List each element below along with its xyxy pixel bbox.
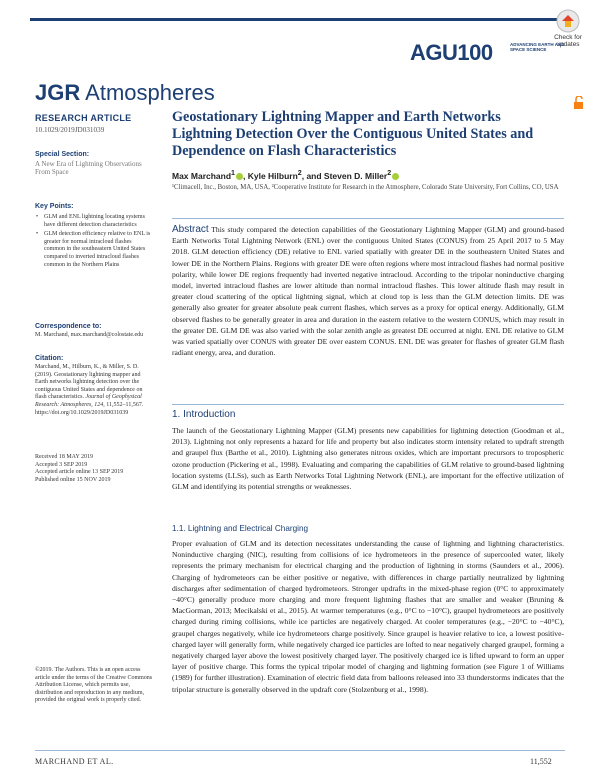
abstract-text: This study compared the detection capabilities of the Geostationary Lightning Mapper (GLM) and ground-based Earth Networks Total Lightning Network (ENL) over the contiguous United States (CONUS) from 25 April 2017 to 5 May 2018. GLM detection efficiency (DE) relative to ENL varied spatially with greater DE in the southeastern United States and lower DE in the Northern Plains. Regions with greater DE were often regions where most intracloud flashes had normal positive polarity, while lower DE regions frequently had inverted negative intracloud. According to the tripolar noninductive charging model, inverted intracloud flashes are lower altitude than normal intracloud flashes. This lower altitude flash may result in greater cloud scattering of the optical lightning signal, which at cloud top is less than the GLM detection limits. DE was generally also greater for greater absolute peak current flashes, which serves as a proxy for optical energy. Additionally, GLM observed flashes to be generally greater in area and duration in the eastern relative to the western CONUS, which may result in the greater DE. GLM DE was also varied with the solar zenith angle as greatest DE occurred at night. ENL DE relative to GLM was varied spatially over CONUS with greater DE over eastern CONUS. ENL DE was greater for flashes of greater GLM flash radiant energy, area, and duration. [172,225,564,358]
footer-rule [35,750,565,751]
agu-logo-text: AGU100 [410,40,493,65]
article-type: RESEARCH ARTICLE [35,113,132,123]
citation-body: Marchand, M., Hilburn, K., & Miller, S. D. (2019). Geostationary lightning mapper and Earth networks lightning detection over the contiguous United States and dependence on flash characteristics. [35,364,143,401]
footer-page-number: 11,552 [530,757,552,766]
citation-tail[interactable]: 11,552–11,567. https://doi.org/10.1029/2019JD031039 [35,401,144,416]
date-line: Accepted 3 SEP 2019 [35,461,88,468]
section-divider [172,404,564,405]
journal-title [35,80,215,106]
citation-journal: Journal of Geophysical Research: Atmospheres, 124, [35,394,142,408]
agu-logo[interactable] [410,40,565,65]
orcid-icon[interactable] [236,173,243,180]
correspondence-text[interactable]: M. Marchand, max.marchand@colostate.edu [35,332,144,338]
abstract [172,224,564,358]
author-name[interactable]: Max Marchand [172,170,232,181]
article-doi[interactable]: 10.1029/2019JD031039 [35,126,105,134]
citation-label: Citation: [35,355,64,362]
key-point: • GLM detection efficiency relative to ENL is greater for normal intracloud flashes common in the southeastern United States compared to inverted intracloud flashes common in the Northern Plains [35,231,153,269]
key-point: • GLM and ENL lightning locating systems have different detection characteristics [35,214,153,229]
license-text: ©2019. The Authors. This is an open access article under the terms of the Creative Commons Attribution License, which permits use, distribution and reproduction in any medium, provided the original work is properly cited. [35,667,153,704]
section-heading: 1. Introduction [172,409,236,420]
section-paragraph: The launch of the Geostationary Lightning Mapper (GLM) presents new capabilities for lightning detection (Goodman et al., 2013). Lightning not only represents a hazard for life and property but also indicates storm intensity related to updraft strength and graupel flux (Barthe et al., 2010). Lightning also generates nitrous oxides, which are important precursors to tropospheric ozone production (Pickering et al., 1998). Evaluating and comparing the capabilities of GLM relative to ground-based lightning location systems (LLSs), such as Earth Networks Total Lightning Network (ENL), are important for the effective utilization of GLM and identifying its potential strengths or weaknesses. [172,426,564,492]
special-section-label: Special Section: [35,151,90,158]
correspondence-label: Correspondence to: [35,323,102,330]
key-points-label: Key Points: [35,203,74,210]
date-line: Accepted article online 13 SEP 2019 [35,469,124,476]
subsection-paragraph: Proper evaluation of GLM and its detection necessitates understanding the cause of lightning and lightning characteristics. Noninductive charging (NIC), resulting from collisions of ice hydrometeors in the presence of supercooled water, likely represents the primary mechanism for electrical charging and the production of lightning in storms (Saunders et al., 2006). Charging of hydrometeors can be either positive or negative, with differences in charge partially neutralized by lightning discharges after sedimentation of charged hydrometeors. Stronger updrafts in the mixed-phase region (0°C to approximately −40°C) generally produce more charging and more frequent lightning flashes that are smaller and weaker (Bruning & MacGorman, 2013; Mecikalski et al., 2015). At warmer temperatures (e.g., 0°C to −10°C), graupel hydrometeors are positively charged during riming collisions, while ice particles are negatively charged. At cooler temperatures (e.g., −20°C to −40°C), graupel charges negatively, while ice hydrometeors charge positively. Since graupel is heavier relative to ice, a lowest positive-charged layer will generally form, while negatively charged ice particles are lofted to near negatively charged graupel, forming a negatively charged layer above the lowest positively charged layer. The positively charged ice is lifted upward to form an upper layer of positive charge. This forms the typical tripolar model of charging and lightning formation (see Figure 1 of Williams (1989) for further illustration). Examination of electric field data from balloons released into 33 thunderstorms indicates that the tripolar structure is generally observed in the updraft core (Stolzenburg et al., 1998). [172,539,564,694]
header-rule [30,18,570,21]
key-points-list [35,214,153,271]
journal-name: Atmospheres [85,80,215,105]
abstract-label: Abstract [172,224,209,235]
subsection-heading: 1.1. Lightning and Electrical Charging [172,524,309,533]
open-access-icon [573,96,587,110]
footer-authors: MARCHAND ET AL. [35,757,114,766]
author-name[interactable]: Kyle Hilburn [247,170,298,181]
author-affil-sup: 2 [387,169,392,177]
orcid-icon[interactable] [392,173,399,180]
publication-dates [35,454,153,484]
special-section-link[interactable]: A New Era of Lightning Observations From Space [35,160,142,177]
check-updates-icon [548,8,588,34]
author-list: Max Marchand$^1$ , Kyle Hilburn$^2$, and Steven D. Miller$^2$ [172,169,564,181]
journal-prefix: JGR [35,80,81,105]
citation-text [35,364,153,417]
date-line: Received 18 MAY 2019 [35,454,94,460]
check-updates-label: Check for updates [554,34,582,48]
abstract-divider [172,218,564,219]
author-affil-sup: 1 [231,169,235,177]
agu-tagline: ADVANCING EARTH AND SPACE SCIENCE [510,42,565,52]
author-affil-sup: 2 [297,169,302,177]
affiliations: ¹Climacell, Inc., Boston, MA, USA, ²Cooperative Institute for Research in the Atmosphere, Colorado State University, Fort Collins, CO, USA [172,184,559,191]
date-line: Published online 15 NOV 2019 [35,476,111,483]
article-title: Geostationary Lightning Mapper and Earth Networks Lightning Detection Over the Contiguous United States and Dependence on Flash Characteristics [172,109,534,159]
author-name[interactable]: Steven D. Miller [323,170,388,181]
